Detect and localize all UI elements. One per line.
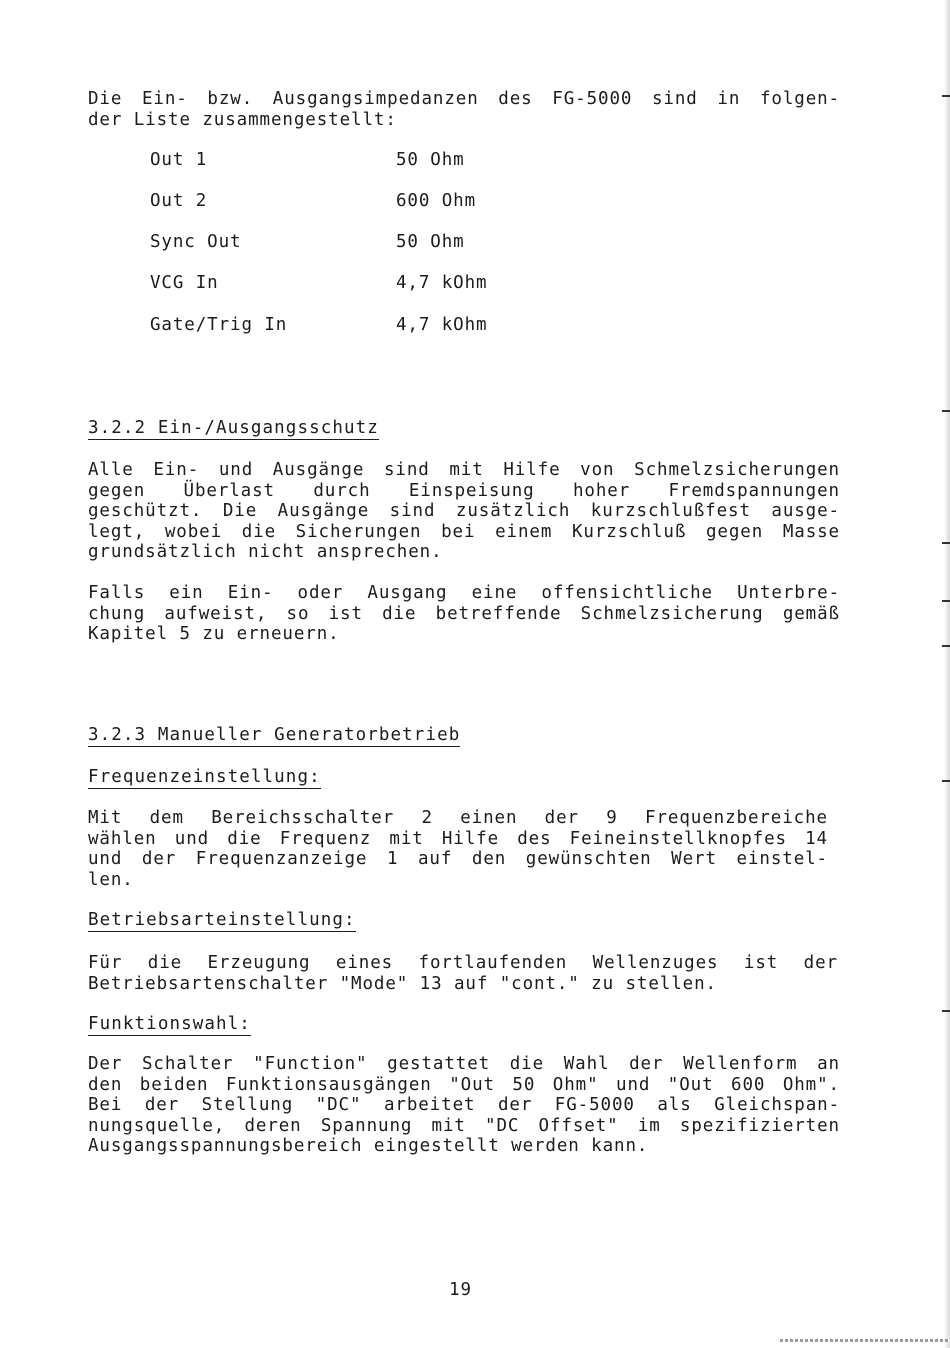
scan-edge-mark: [942, 600, 950, 602]
table-label: VCG In: [150, 273, 219, 293]
intro-paragraph: [88, 89, 840, 130]
table-label: Out 2: [150, 191, 208, 211]
paragraph-line: den beiden Funktionsausgängen "Out 50 Ohm" und "Out 600 Ohm".: [88, 1074, 840, 1095]
section-heading-3-2-2: 3.2.2 Ein-/Ausgangsschutz: [88, 418, 379, 438]
scan-edge: [944, 0, 950, 1348]
table-label: Out 1: [150, 150, 208, 170]
table-value: 50 Ohm: [396, 232, 465, 252]
scan-bottom-edge: [780, 1339, 950, 1342]
paragraph-line: Betriebsartenschalter "Mode" 13 auf "cont." zu stellen.: [88, 973, 717, 994]
section-3-2-2-paragraph-1: [88, 460, 840, 563]
paragraph-line: Der Schalter "Function" gestattet die Wahl der Wellenform an: [88, 1054, 840, 1074]
subheading-frequenzeinstellung: Frequenzeinstellung:: [88, 767, 321, 787]
scan-edge-mark: [942, 645, 950, 647]
paragraph-line: und der Frequenzanzeige 1 auf den gewünschten Wert einstel-: [88, 849, 828, 869]
paragraph-line: chung aufweist, so ist die betreffende Schmelzsicherung gemäß: [88, 603, 840, 624]
paragraph-line: Falls ein Ein- oder Ausgang eine offensichtliche Unterbre-: [88, 583, 840, 603]
scan-edge-mark: [942, 780, 950, 782]
section-heading-3-2-3: 3.2.3 Manueller Generatorbetrieb: [88, 725, 461, 745]
paragraph-line: Ausgangsspannungsbereich eingestellt werden kann.: [88, 1136, 649, 1156]
betriebsart-paragraph: [88, 953, 840, 994]
intro-line: der Liste zusammengestellt:: [88, 109, 397, 130]
paragraph-line: wählen und die Frequenz mit Hilfe des Feineinstellknopfes 14: [88, 828, 828, 849]
scan-edge-mark: [942, 410, 950, 412]
paragraph-line: Für die Erzeugung eines fortlaufenden Wellenzuges ist der: [88, 953, 838, 973]
page-number: 19: [449, 1280, 473, 1300]
table-label: Gate/Trig In: [150, 315, 288, 335]
paragraph-line: gegen Überlast durch Einspeisung hoher Fremdspannungen: [88, 480, 840, 501]
intro-line: Die Ein- bzw. Ausgangsimpedanzen des FG-5000 sind in folgen-: [88, 89, 840, 109]
section-3-2-2-paragraph-2: [88, 583, 840, 645]
subheading-betriebsarteinstellung: Betriebsarteinstellung:: [88, 910, 356, 930]
funktion-paragraph: [88, 1054, 840, 1157]
paragraph-line: nungsquelle, deren Spannung mit "DC Offset" im spezifizierten: [88, 1115, 840, 1136]
scan-edge-mark: [942, 542, 950, 544]
paragraph-line: Kapitel 5 zu erneuern.: [88, 624, 340, 644]
paragraph-line: Bei der Stellung "DC" arbeitet der FG-5000 als Gleichspan-: [88, 1095, 840, 1115]
subheading-funktionswahl: Funktionswahl:: [88, 1014, 251, 1034]
paragraph-line: len.: [88, 869, 134, 890]
scan-edge-mark: [942, 1010, 950, 1012]
scan-edge-mark: [942, 95, 950, 97]
table-value: 4,7 kOhm: [396, 315, 488, 335]
table-value: 4,7 kOhm: [396, 273, 488, 293]
paragraph-line: geschützt. Die Ausgänge sind zusätzlich kurzschlußfest ausge-: [88, 501, 840, 521]
paragraph-line: Alle Ein- und Ausgänge sind mit Hilfe von Schmelzsicherungen: [88, 460, 840, 480]
paragraph-line: grundsätzlich nicht ansprechen.: [88, 542, 443, 562]
frequenz-paragraph: [88, 808, 840, 890]
table-label: Sync Out: [150, 232, 242, 252]
table-value: 600 Ohm: [396, 191, 477, 211]
paragraph-line: Mit dem Bereichsschalter 2 einen der 9 Frequenzbereiche: [88, 808, 828, 828]
table-value: 50 Ohm: [396, 150, 465, 170]
paragraph-line: legt, wobei die Sicherungen bei einem Kurzschluß gegen Masse: [88, 521, 840, 542]
